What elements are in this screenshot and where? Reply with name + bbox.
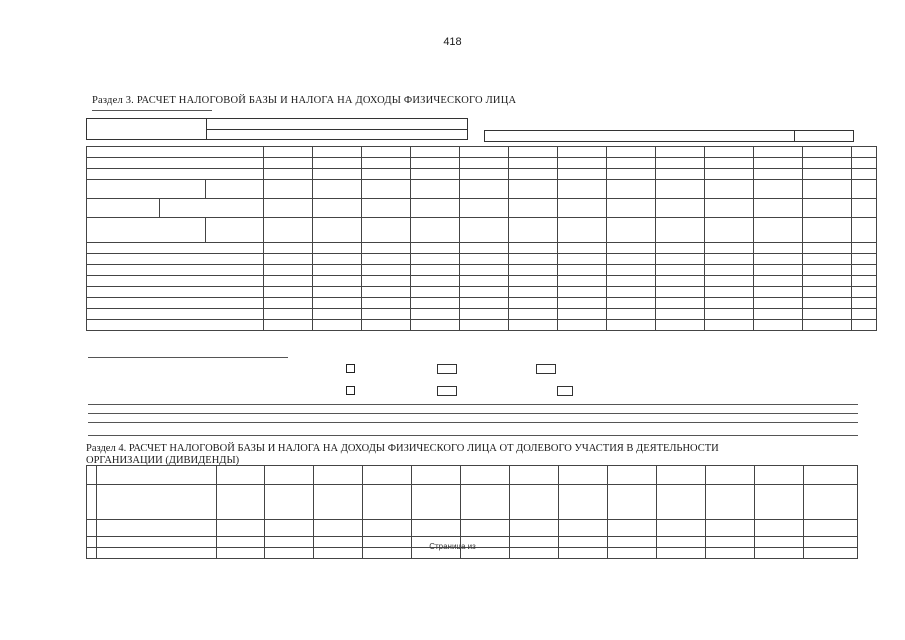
section-3-title: Раздел 3. РАСЧЕТ НАЛОГОВОЙ БАЗЫ И НАЛОГА НА ДОХОДЫ ФИЗИЧЕСКОГО ЛИЦА [92, 95, 517, 106]
deductions-line [88, 357, 288, 358]
form-line [88, 413, 858, 414]
page-number: 418 [443, 36, 462, 48]
amount-field[interactable] [557, 386, 573, 396]
section-3-table [86, 146, 877, 331]
subtitle-line [92, 110, 212, 111]
amount-field[interactable] [536, 364, 556, 374]
checkbox[interactable] [346, 386, 355, 395]
form-line [88, 404, 858, 405]
form-line [88, 435, 858, 436]
page-footer: Страница из [429, 542, 476, 551]
section-4-title: Раздел 4. РАСЧЕТ НАЛОГОВОЙ БАЗЫ И НАЛОГА НА ДОХОДЫ ФИЗИЧЕСКОГО ЛИЦА ОТ ДОЛЕВОГО УЧАСТИЯ В ДЕЯТЕЛЬНОСТИ ОРГАНИЗАЦИИ (ДИВИДЕНДЫ) [86, 443, 719, 466]
amount-field[interactable] [437, 386, 457, 396]
form-line [88, 422, 858, 423]
deduction-month-box [484, 130, 854, 142]
amount-field[interactable] [437, 364, 457, 374]
checkbox[interactable] [346, 364, 355, 373]
